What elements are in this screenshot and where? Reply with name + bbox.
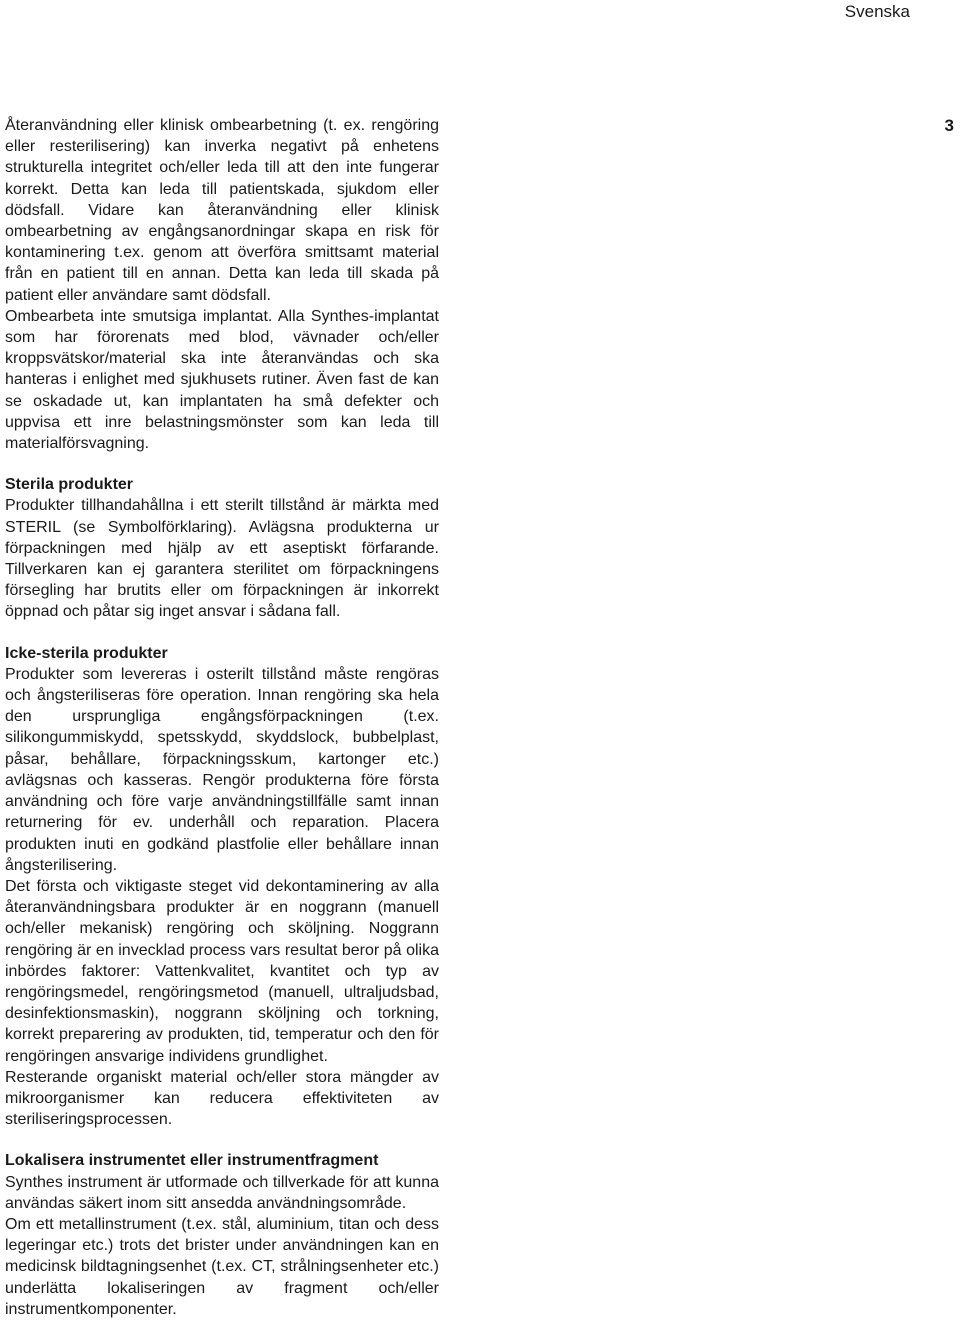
- section-heading: Lokalisera instrumentet eller instrumentfragment: [5, 1152, 379, 1170]
- document-body: [5, 115, 439, 1320]
- intro-paragraph-reuse: Återanvändning eller klinisk ombearbetning (t. ex. rengöring eller resterilisering) kan inverka negativt på enhetens strukturella integritet och/eller leda till att den inte fungerar korrekt. Detta kan leda till patientskada, sjukdom eller dödsfall. Vidare kan återanvändning eller klinisk ombearbetning av engångsanordningar skapa en risk för kontaminering t.ex. genom att överföra smittsamt material från en patient till en annan. Detta kan leda till skada på patient eller användare samt dödsfall.: [5, 117, 439, 304]
- section-heading: Sterila produkter: [5, 476, 134, 494]
- section-paragraph: Produkter som levereras i osterilt tillstånd måste rengöras och ångsteriliseras före operation. Innan rengöring ska hela den ursprungliga engångsförpackningen (t.ex. silikongummiskydd, spetsskydd, skyddslock, bubbelplast, påsar, behållare, förpackningsskum, kartonger etc.) avlägsnas och kasseras. Rengör produkterna före första användning och före varje användningstillfälle samt innan returnering för ev. underhåll och reparation. Placera produkten inuti en godkänd plastfolie eller behållare innan ångsterilisering.: [5, 665, 439, 874]
- section-paragraph: Det första och viktigaste steget vid dekontaminering av alla återanvändningsbara produkter är en noggrann (manuell och/eller mekanisk) rengöring och sköljning. Noggrann rengöring är en invecklad process vars resultat beror på olika inbördes faktorer: Vattenkvalitet, kvantitet och typ av rengöringsmedel, rengöringsmetod (manuell, ultraljudsbad, desinfektionsmaskin), noggrann sköljning och torkning, korrekt preparering av produkten, tid, temperatur och den för rengöringen ansvarige individens grundlighet.: [5, 877, 439, 1065]
- section-locate-instrument: [5, 1150, 439, 1320]
- section-paragraph: Om ett metallinstrument (t.ex. stål, aluminium, titan och dess legeringar etc.) trots det brister under användningen kan en medicinsk bildtagningsenhet (t.ex. CT, strålningsenheter etc.) underlätta lokaliseringen av fragment och/eller instrumentkomponenter.: [5, 1215, 439, 1318]
- section-non-sterile-products: [5, 643, 439, 1131]
- section-paragraph: Resterande organiskt material och/eller stora mängder av mikroorganismer kan reducera effektiviteten av steriliseringsprocessen.: [5, 1068, 439, 1129]
- intro-paragraph-implants: Ombearbeta inte smutsiga implantat. Alla Synthes-implantat som har förorenats med blod, vävnader och/eller kroppsvätskor/material ska inte återanvändas och ska hanteras i enlighet med sjukhusets rutiner. Även fast de kan se oskadade ut, kan implantaten ha små defekter och uppvisa ett inre belastningsmönster som kan leda till materialförsvagning.: [5, 307, 439, 453]
- intro-section: [5, 115, 439, 454]
- section-sterile-products: [5, 474, 439, 622]
- section-paragraph: Produkter tillhandahållna i ett sterilt tillstånd är märkta med STERIL (se Symbolförklaring). Avlägsna produkterna ur förpackningen med hjälp av ett aseptiskt förfarande. Tillverkaren kan ej garantera sterilitet om förpackningens försegling har brutits eller om förpackningen är inkorrekt öppnad och påtar sig inget ansvar i sådana fall.: [5, 497, 439, 621]
- section-heading: Icke-sterila produkter: [5, 644, 168, 662]
- language-label: Svenska: [844, 2, 910, 21]
- section-paragraph: Synthes instrument är utformade och tillverkade för att kunna användas säkert inom sitt ansedda användningsområde.: [5, 1173, 439, 1212]
- page-number: 3: [944, 116, 954, 135]
